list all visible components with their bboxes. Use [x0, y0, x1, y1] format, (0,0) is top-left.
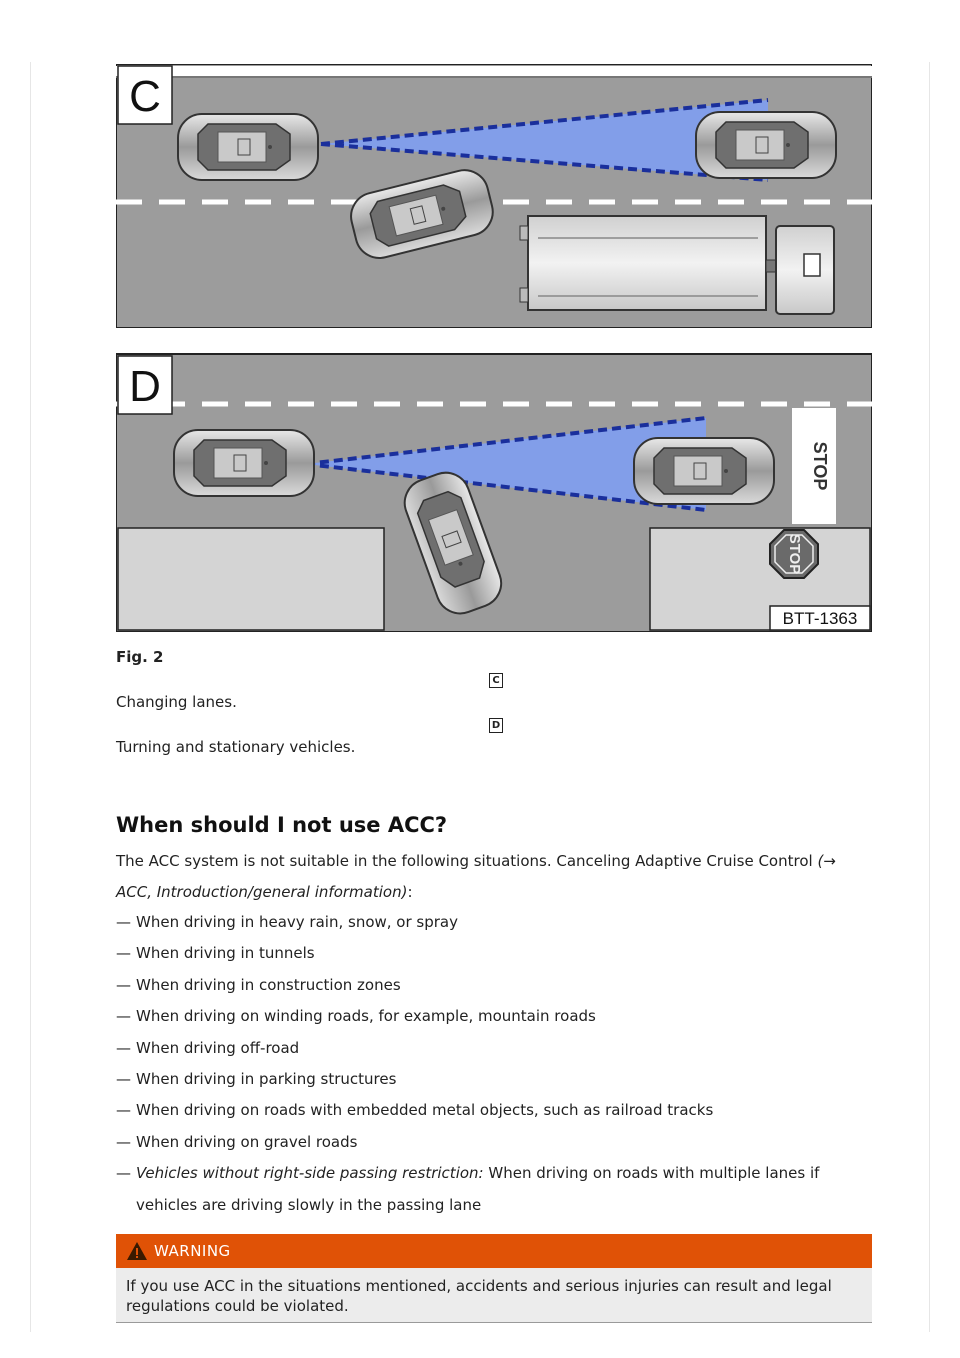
list-dash: —: [116, 1007, 131, 1026]
intro-text: The ACC system is not suitable in the following situations. Canceling Adaptive Cruise Control: [116, 852, 813, 870]
caption-line-c: Changing lanes.: [116, 693, 237, 711]
list-dash: —: [116, 913, 131, 931]
list-item: [116, 938, 876, 969]
list-dash: —: [116, 1101, 131, 1120]
stop-sign-text: STOP: [786, 533, 804, 575]
intro-paragraph: [116, 846, 856, 908]
section-heading: When should I not use ACC?: [116, 813, 448, 837]
panel-d: [116, 354, 872, 632]
list-dash: —: [116, 1070, 131, 1089]
list-item-text: When driving in heavy rain, snow, or spray: [136, 913, 458, 931]
list-item-text: When driving off-road: [136, 1038, 300, 1057]
list-item-text: When driving on roads with embedded metal objects, such as railroad tracks: [136, 1101, 714, 1120]
caption-key-c: C: [489, 673, 503, 688]
list-item: [116, 970, 876, 1001]
intro-colon: :: [407, 883, 413, 901]
situations-list: [116, 907, 876, 1221]
list-item: [116, 1001, 876, 1032]
list-item: [116, 1095, 876, 1126]
list-item-text: When driving on winding roads, for example, mountain roads: [136, 1007, 596, 1026]
list-item: [116, 907, 876, 938]
caption-key-d: D: [489, 718, 503, 733]
right-margin-line: [929, 62, 930, 1332]
list-item: [116, 1064, 876, 1095]
caption-line-d: Turning and stationary vehicles.: [116, 738, 356, 756]
warning-body: [116, 1268, 872, 1323]
list-item-text: When driving on roads with multiple lanes if vehicles are driving slowly in the passing lane: [136, 1164, 820, 1214]
list-item-text: When driving on gravel roads: [136, 1132, 358, 1151]
panel-c: [116, 64, 872, 354]
list-item: [116, 1033, 876, 1064]
list-item-label: Vehicles without right-side passing restriction:: [136, 1164, 484, 1183]
list-item: [116, 1158, 876, 1221]
list-dash: —: [116, 1132, 131, 1151]
list-dash: —: [116, 1038, 131, 1057]
figure-code: BTT-1363: [782, 609, 858, 628]
list-item: [116, 1127, 876, 1158]
list-item-text: When driving in parking structures: [136, 1070, 397, 1089]
warning-header: [116, 1234, 872, 1268]
warning-triangle-icon: [126, 1241, 148, 1265]
warning-label: WARNING: [154, 1242, 231, 1260]
panel-d-letter: D: [129, 362, 161, 411]
figure-caption-title: Fig. 2: [116, 648, 164, 666]
intro-reference-link[interactable]: (→ ACC, Introduction/general information): [116, 852, 836, 901]
figure-acc-situations: [116, 64, 872, 632]
list-item-text: When driving in tunnels: [136, 944, 315, 963]
list-dash: —: [116, 1164, 131, 1183]
panel-c-letter: C: [129, 72, 161, 121]
road-stop-marking: STOP: [810, 441, 830, 491]
list-dash: —: [116, 944, 131, 963]
warning-text: If you use ACC in the situations mentioned, accidents and serious injuries can result and legal regulations could be violated.: [126, 1277, 832, 1315]
list-item-text: When driving in construction zones: [136, 975, 401, 994]
list-dash: —: [116, 975, 131, 994]
left-margin-line: [30, 62, 31, 1332]
